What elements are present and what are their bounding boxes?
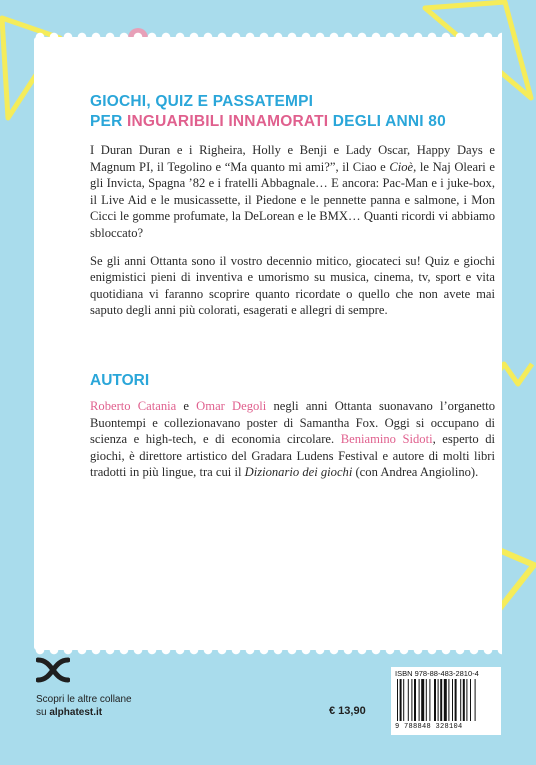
authors-title: AUTORI [90,372,150,389]
barcode-digits: 9 788848 328104 [395,723,463,731]
book-title: Dizionario dei giochi [244,465,353,480]
footer-line-1: Scopri le altre collane [36,694,132,705]
footer-line-2 [36,706,132,719]
barcode-icon [395,679,497,723]
authors-text-3: (con Andrea Angiolino). [352,465,479,480]
headline-line-1: GIOCHI, QUIZ E PASSATEMPI [90,93,314,110]
authors-text-1: negli anni Ottanta suonavano l’organetto Buontempi e collezionavano poster di Samantha Fox. Oggi si occupano di scienza e high-tech, e di economia circolare. [90,399,496,447]
intro-italic: Cioè [389,159,414,174]
headline-highlight: INGUARIBILI INNAMORATI [126,113,329,130]
headline-end: DEGLI ANNI 80 [328,113,446,130]
intro-paragraph-1 [90,142,495,242]
price: € 13,90 [329,705,366,717]
authors-and: e [176,399,197,413]
author-name-2: Omar Degoli [196,399,267,413]
authors-text-2: , esperto di giochi, è direttore artistico del Gradara Ludens Festival e autore di molti libri tradotti in più lingue, tra cui il [90,432,496,480]
intro-text-a: I Duran Duran e i Righeira, Holly e Benji e Lady Oscar, Happy Days e Magnum PI, il Tegolino e “Ma quanto mi ami?”, il Ciao e [90,143,495,174]
intro-text-b: , le Naj Oleari e gli Invicta, Spagna ’82 e i fratelli Abbagnale… E ancora: Pac-Man e i juke-box, il Live Aid e le musicassette, il Piedone e le pennette panna e salmone, i Mon Cicci le gomme profumate, la DeLorean e le BMX… Quanti ricordi vi abbiamo sbloccato? [90,159,495,240]
main-content [90,92,495,330]
headline [90,92,495,132]
author-name-1: Roberto Catania [90,399,177,413]
footer-website-link[interactable]: alphatest.it [49,707,103,718]
alpha-test-logo-icon [36,656,70,684]
intro-paragraph-2: Se gli anni Ottanta sono il vostro decennio mitico, giocateci su! Quiz e giochi enigmistici pieni di inventiva e umorismo su musica, cinema, tv, sport e vita quotidiana vi faranno scoprire quanto ricordate o quello che non avete mai saputo degli anni più colorati, esagerati e allegri di sempre. [90,253,495,318]
isbn-label: ISBN 978-88-483-2810-4 [395,669,479,678]
footer-text [36,693,132,719]
barcode-box [391,667,501,735]
author-name-3: Beniamino Sidoti [340,432,433,447]
headline-per: PER [90,113,127,130]
headline-line-2 [90,112,495,132]
footer-su: su [36,707,50,718]
authors-paragraph [90,398,495,481]
